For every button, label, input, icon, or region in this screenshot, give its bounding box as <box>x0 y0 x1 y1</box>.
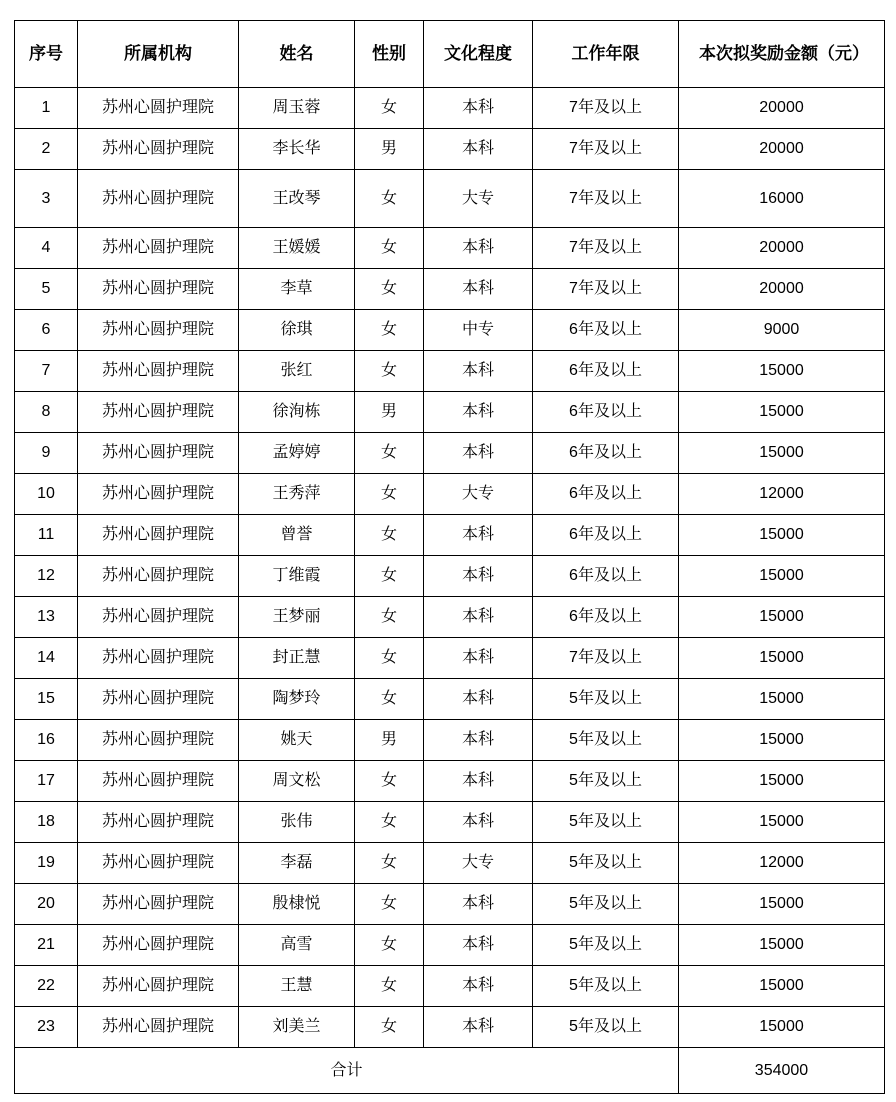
cell-gender: 女 <box>355 474 424 515</box>
cell-index: 7 <box>15 351 78 392</box>
cell-years: 6年及以上 <box>533 392 679 433</box>
cell-index: 16 <box>15 720 78 761</box>
column-header-years: 工作年限 <box>533 21 679 88</box>
cell-gender: 女 <box>355 1007 424 1048</box>
table-row <box>15 843 885 884</box>
footer-row <box>15 1048 885 1094</box>
cell-education: 本科 <box>424 802 533 843</box>
cell-index: 9 <box>15 433 78 474</box>
cell-gender: 女 <box>355 310 424 351</box>
cell-amount: 12000 <box>679 843 885 884</box>
cell-name: 丁维霞 <box>239 556 355 597</box>
cell-amount: 15000 <box>679 515 885 556</box>
cell-org: 苏州心圆护理院 <box>78 761 239 802</box>
cell-years: 6年及以上 <box>533 310 679 351</box>
cell-amount: 15000 <box>679 925 885 966</box>
cell-gender: 女 <box>355 597 424 638</box>
cell-education: 大专 <box>424 474 533 515</box>
cell-years: 6年及以上 <box>533 474 679 515</box>
cell-years: 7年及以上 <box>533 269 679 310</box>
cell-years: 5年及以上 <box>533 966 679 1007</box>
cell-name: 姚天 <box>239 720 355 761</box>
table-row <box>15 269 885 310</box>
column-header-gender: 性别 <box>355 21 424 88</box>
cell-org: 苏州心圆护理院 <box>78 638 239 679</box>
cell-name: 曾誉 <box>239 515 355 556</box>
column-header-org: 所属机构 <box>78 21 239 88</box>
cell-org: 苏州心圆护理院 <box>78 597 239 638</box>
column-header-education: 文化程度 <box>424 21 533 88</box>
table-row <box>15 515 885 556</box>
cell-name: 周文松 <box>239 761 355 802</box>
cell-gender: 女 <box>355 228 424 269</box>
cell-years: 5年及以上 <box>533 720 679 761</box>
cell-org: 苏州心圆护理院 <box>78 843 239 884</box>
cell-amount: 15000 <box>679 1007 885 1048</box>
cell-amount: 15000 <box>679 392 885 433</box>
cell-index: 22 <box>15 966 78 1007</box>
cell-org: 苏州心圆护理院 <box>78 88 239 129</box>
table-row <box>15 966 885 1007</box>
table-row <box>15 597 885 638</box>
cell-name: 周玉蓉 <box>239 88 355 129</box>
cell-education: 本科 <box>424 515 533 556</box>
cell-years: 7年及以上 <box>533 228 679 269</box>
cell-amount: 15000 <box>679 802 885 843</box>
table-row <box>15 925 885 966</box>
table-row <box>15 88 885 129</box>
cell-education: 本科 <box>424 392 533 433</box>
cell-name: 陶梦玲 <box>239 679 355 720</box>
cell-org: 苏州心圆护理院 <box>78 474 239 515</box>
cell-years: 7年及以上 <box>533 129 679 170</box>
cell-years: 5年及以上 <box>533 843 679 884</box>
cell-amount: 15000 <box>679 884 885 925</box>
cell-index: 20 <box>15 884 78 925</box>
cell-name: 王慧 <box>239 966 355 1007</box>
cell-index: 11 <box>15 515 78 556</box>
cell-org: 苏州心圆护理院 <box>78 392 239 433</box>
cell-amount: 15000 <box>679 433 885 474</box>
cell-amount: 15000 <box>679 679 885 720</box>
cell-years: 5年及以上 <box>533 761 679 802</box>
cell-years: 5年及以上 <box>533 679 679 720</box>
cell-index: 18 <box>15 802 78 843</box>
cell-index: 15 <box>15 679 78 720</box>
cell-index: 21 <box>15 925 78 966</box>
cell-gender: 女 <box>355 269 424 310</box>
column-header-name: 姓名 <box>239 21 355 88</box>
cell-years: 5年及以上 <box>533 1007 679 1048</box>
cell-years: 6年及以上 <box>533 433 679 474</box>
cell-gender: 男 <box>355 720 424 761</box>
cell-years: 5年及以上 <box>533 802 679 843</box>
cell-amount: 15000 <box>679 351 885 392</box>
cell-education: 本科 <box>424 679 533 720</box>
cell-gender: 女 <box>355 88 424 129</box>
cell-education: 本科 <box>424 720 533 761</box>
cell-education: 本科 <box>424 597 533 638</box>
cell-amount: 9000 <box>679 310 885 351</box>
cell-index: 8 <box>15 392 78 433</box>
table-row <box>15 474 885 515</box>
column-header-amount-text: 本次拟奖励金额（元） <box>699 43 869 63</box>
cell-org: 苏州心圆护理院 <box>78 556 239 597</box>
cell-org: 苏州心圆护理院 <box>78 802 239 843</box>
cell-years: 5年及以上 <box>533 884 679 925</box>
table-row <box>15 433 885 474</box>
cell-gender: 女 <box>355 966 424 1007</box>
cell-gender: 女 <box>355 925 424 966</box>
cell-name: 刘美兰 <box>239 1007 355 1048</box>
table-row <box>15 720 885 761</box>
cell-gender: 女 <box>355 843 424 884</box>
cell-amount: 15000 <box>679 597 885 638</box>
cell-amount: 20000 <box>679 129 885 170</box>
table-header <box>15 21 885 88</box>
reward-table <box>14 20 885 1094</box>
cell-name: 李长华 <box>239 129 355 170</box>
cell-years: 6年及以上 <box>533 515 679 556</box>
cell-education: 本科 <box>424 966 533 1007</box>
cell-education: 大专 <box>424 843 533 884</box>
cell-index: 14 <box>15 638 78 679</box>
footer-total-label: 合计 <box>15 1048 679 1094</box>
cell-gender: 女 <box>355 884 424 925</box>
cell-index: 5 <box>15 269 78 310</box>
cell-education: 本科 <box>424 884 533 925</box>
table-row <box>15 761 885 802</box>
cell-education: 本科 <box>424 761 533 802</box>
table-row <box>15 802 885 843</box>
table-row <box>15 884 885 925</box>
table-row <box>15 129 885 170</box>
table-footer <box>15 1048 885 1094</box>
cell-education: 本科 <box>424 556 533 597</box>
cell-gender: 女 <box>355 515 424 556</box>
cell-org: 苏州心圆护理院 <box>78 351 239 392</box>
table-body <box>15 88 885 1048</box>
cell-index: 23 <box>15 1007 78 1048</box>
cell-name: 王媛媛 <box>239 228 355 269</box>
cell-org: 苏州心圆护理院 <box>78 884 239 925</box>
cell-org: 苏州心圆护理院 <box>78 269 239 310</box>
cell-amount: 15000 <box>679 638 885 679</box>
cell-org: 苏州心圆护理院 <box>78 129 239 170</box>
cell-years: 7年及以上 <box>533 88 679 129</box>
cell-org: 苏州心圆护理院 <box>78 1007 239 1048</box>
table-row <box>15 392 885 433</box>
cell-name: 王梦丽 <box>239 597 355 638</box>
cell-amount: 20000 <box>679 88 885 129</box>
cell-amount: 20000 <box>679 228 885 269</box>
cell-name: 王改琴 <box>239 170 355 228</box>
cell-name: 徐洵栋 <box>239 392 355 433</box>
column-header-index: 序号 <box>15 21 78 88</box>
cell-education: 大专 <box>424 170 533 228</box>
cell-gender: 女 <box>355 556 424 597</box>
cell-name: 张红 <box>239 351 355 392</box>
cell-amount: 15000 <box>679 556 885 597</box>
cell-gender: 男 <box>355 129 424 170</box>
header-row <box>15 21 885 88</box>
cell-years: 7年及以上 <box>533 638 679 679</box>
cell-years: 6年及以上 <box>533 351 679 392</box>
table-row <box>15 556 885 597</box>
cell-education: 本科 <box>424 269 533 310</box>
cell-name: 孟婷婷 <box>239 433 355 474</box>
cell-years: 6年及以上 <box>533 556 679 597</box>
table-row <box>15 228 885 269</box>
cell-amount: 15000 <box>679 720 885 761</box>
cell-name: 殷棣悦 <box>239 884 355 925</box>
cell-org: 苏州心圆护理院 <box>78 720 239 761</box>
cell-education: 本科 <box>424 228 533 269</box>
cell-index: 12 <box>15 556 78 597</box>
cell-amount: 20000 <box>679 269 885 310</box>
cell-amount: 15000 <box>679 966 885 1007</box>
cell-amount: 15000 <box>679 761 885 802</box>
table-row <box>15 351 885 392</box>
cell-name: 封正慧 <box>239 638 355 679</box>
cell-gender: 女 <box>355 351 424 392</box>
cell-gender: 女 <box>355 433 424 474</box>
cell-org: 苏州心圆护理院 <box>78 515 239 556</box>
cell-index: 3 <box>15 170 78 228</box>
table-row <box>15 679 885 720</box>
cell-gender: 女 <box>355 170 424 228</box>
cell-name: 徐琪 <box>239 310 355 351</box>
cell-years: 7年及以上 <box>533 170 679 228</box>
table-row <box>15 310 885 351</box>
cell-education: 本科 <box>424 88 533 129</box>
cell-gender: 女 <box>355 802 424 843</box>
cell-org: 苏州心圆护理院 <box>78 966 239 1007</box>
cell-education: 本科 <box>424 638 533 679</box>
table-row <box>15 638 885 679</box>
cell-org: 苏州心圆护理院 <box>78 228 239 269</box>
cell-education: 本科 <box>424 351 533 392</box>
cell-education: 本科 <box>424 1007 533 1048</box>
cell-index: 19 <box>15 843 78 884</box>
cell-years: 6年及以上 <box>533 597 679 638</box>
footer-total-value: 354000 <box>679 1048 885 1094</box>
cell-org: 苏州心圆护理院 <box>78 310 239 351</box>
cell-org: 苏州心圆护理院 <box>78 679 239 720</box>
cell-gender: 男 <box>355 392 424 433</box>
cell-education: 中专 <box>424 310 533 351</box>
cell-years: 5年及以上 <box>533 925 679 966</box>
cell-education: 本科 <box>424 433 533 474</box>
cell-gender: 女 <box>355 679 424 720</box>
cell-index: 4 <box>15 228 78 269</box>
cell-index: 10 <box>15 474 78 515</box>
cell-amount: 12000 <box>679 474 885 515</box>
cell-org: 苏州心圆护理院 <box>78 170 239 228</box>
cell-index: 13 <box>15 597 78 638</box>
cell-name: 王秀萍 <box>239 474 355 515</box>
cell-name: 李草 <box>239 269 355 310</box>
cell-index: 17 <box>15 761 78 802</box>
cell-org: 苏州心圆护理院 <box>78 433 239 474</box>
table-row <box>15 1007 885 1048</box>
cell-org: 苏州心圆护理院 <box>78 925 239 966</box>
cell-amount: 16000 <box>679 170 885 228</box>
cell-education: 本科 <box>424 129 533 170</box>
cell-name: 李磊 <box>239 843 355 884</box>
table-row <box>15 170 885 228</box>
cell-name: 张伟 <box>239 802 355 843</box>
cell-index: 2 <box>15 129 78 170</box>
cell-education: 本科 <box>424 925 533 966</box>
cell-gender: 女 <box>355 638 424 679</box>
cell-index: 1 <box>15 88 78 129</box>
column-header-amount <box>679 21 885 88</box>
cell-name: 高雪 <box>239 925 355 966</box>
cell-index: 6 <box>15 310 78 351</box>
cell-gender: 女 <box>355 761 424 802</box>
